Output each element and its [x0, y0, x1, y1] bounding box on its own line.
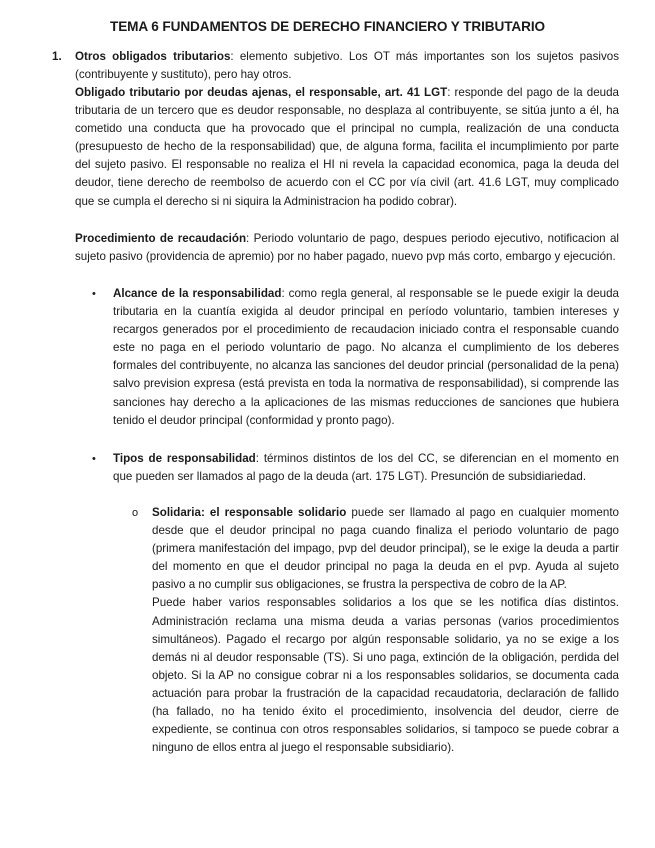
- bullet-heading: Tipos de responsabilidad: [113, 452, 256, 465]
- bullet-alcance: [113, 285, 619, 430]
- sub-bullet-heading: Solidaria: el responsable solidario: [152, 506, 347, 519]
- bullet-marker: •: [92, 453, 96, 465]
- bullet-tipos: [113, 450, 619, 486]
- item-text: : elemento subjetivo. Los OT más importantes son los sujetos pasivos (contribuyente y sustituto), pero hay otros.: [75, 50, 619, 82]
- paragraph-heading: Obligado tributario por deudas ajenas, el responsable, art. 41 LGT: [75, 86, 448, 99]
- document-title: TEMA 6 FUNDAMENTOS DE DERECHO FINANCIERO Y TRIBUTARIO: [109, 19, 545, 34]
- item-heading: Otros obligados tributarios: [75, 50, 231, 63]
- bullet-text: : como regla general, al responsable se le puede exigir la deuda tributaria en la cuantía exigida al deudor principal en período voluntario, tambien intereses y recargos generados por el procedimiento de recaudacion iniciado contra el responsable cuando este no paga en el periodo voluntario de pago. No alcanza el cumplimiento de los deberes formales del contribuyente, no alcanza las sanciones del deudor princial (personalidad de la pena) salvo prevision expresa (está prevista en toda la normativa de responsabilidad), si comprende las sanciones hay derecho a la aplicaciones de las mismas reducciones de sanciones que hubiera tenido el deudor principal (conformidad y pronto pago).: [113, 287, 619, 427]
- bullet-heading: Alcance de la responsabilidad: [113, 287, 282, 300]
- bullet-text: : términos distintos de los del CC, se diferencian en el momento en que pueden ser llamados al pago de la deuda (art. 175 LGT). Presunción de subsidiariedad.: [113, 452, 620, 484]
- bullet-marker: •: [92, 288, 96, 300]
- paragraph-responsable: [75, 84, 619, 211]
- paragraph-heading: Procedimiento de recaudación: [75, 232, 247, 245]
- item-otros-obligados: [75, 48, 619, 84]
- paragraph-text: : responde del pago de la deuda tributaria de un tercero que es deudor responsable, no desplaza al contribuyente, se sitúa junto a él, ha cometido una conducta que ha provocado que el principal no cumpla, realización de una conducta (presupuesto de hecho de la responsabilidad) que, de alguna forma, facilita el incumplimiento por parte del sujeto pasivo. El responsable no realiza el HI ni revela la capacidad economica, paga la deuda del deudor, tiene derecho de reembolso de acuerdo con el CC por vía civil (art. 41.6 LGT, muy complicado que se cumpla el derecho si ni siquira la Administracion ha podido cobrar).: [75, 86, 619, 208]
- paragraph-procedimiento: [75, 230, 619, 266]
- sub-bullet-paragraph-2: Puede haber varios responsables solidarios a los que se les notifica días distintos. Administración reclama una misma deuda a varias personas (varios procedimientos simultáneos). Pagado el recargo por algún responsable solidario, ya no se exige a los demás ni al deudor responsable (TS). Si uno paga, extinción de la obligación, perdida del objeto. Si la AP no consigue cobrar ni a los responsables solidarios, se documenta cada actuación para probar la frustración de la capacidad recaudatoria, declaración de fallido (ha fallado, no ha tenido éxito el procedimiento, insolvencia del deudor, cierre de expediente, se continua con otros responsables solidarios, si tampoco se puede cobrar a ninguno de ellos entra al juego el responsable subsidiario).: [152, 596, 619, 755]
- sub-bullet-text: puede ser llamado al pago en cualquier momento desde que el deudor principal no paga cuando finaliza el periodo voluntario de pago (primera manifestación del impago, pvp del deudor principal), se le exige la deuda a partir del momento en que el deudor principal no paga la deuda en el pvp. Ayuda al sujeto pasivo a no cumplir sus obligaciones, se frustra la perspectiva de cobro de la AP.: [152, 506, 619, 592]
- sub-bullet-marker: o: [132, 507, 139, 519]
- sub-bullet-solidaria: [152, 504, 619, 757]
- list-number: 1.: [52, 50, 62, 63]
- sub-bullet-paragraph: [152, 504, 619, 594]
- paragraph-text: : Periodo voluntario de pago, despues periodo ejecutivo, notificacion al sujeto pasivo (providencia de apremio) por no haber pagado, nuevo pvp más corto, embargo y ejecución.: [75, 232, 619, 264]
